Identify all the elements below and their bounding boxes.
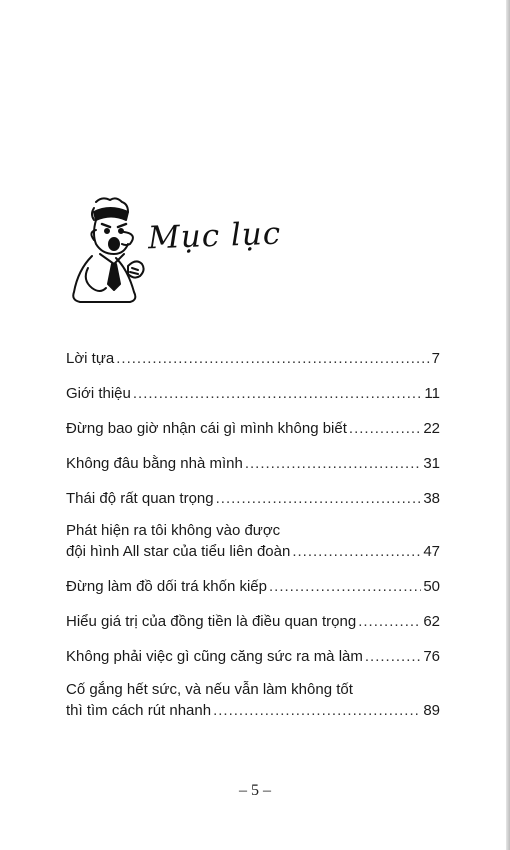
toc-entry-title: Đừng làm đồ dối trá khốn kiếp (66, 578, 267, 595)
toc-entry-title: Không đâu bằng nhà mình (66, 455, 243, 472)
toc-entry-title-line-2: thì tìm cách rút nhanh (66, 702, 212, 719)
page-number: – 5 – (239, 782, 271, 799)
dot-leader (245, 453, 421, 474)
toc-entry[interactable] (66, 520, 440, 562)
toc-entry[interactable] (66, 383, 440, 404)
toc-title: Mục lục (147, 215, 282, 257)
toc-entry[interactable] (66, 453, 440, 474)
toc-entry-title: Không phải việc gì cũng căng sức ra mà làm (66, 648, 363, 665)
toc-entry[interactable] (66, 679, 440, 721)
toc-entry-title-line-1: Cố gắng hết sức, và nếu vẫn làm không tốt (66, 681, 353, 698)
cartoon-man-shouting-icon (66, 194, 146, 306)
toc-entry[interactable] (66, 418, 440, 439)
toc-entry-title: Đừng bao giờ nhận cái gì mình không biết (66, 420, 347, 437)
toc-entry-page: 31 (423, 455, 440, 472)
dot-leader (116, 348, 429, 369)
toc-entry-page: 47 (423, 543, 440, 560)
toc-heading (66, 194, 306, 306)
toc-entry-title: Hiểu giá trị của đồng tiền là điều quan trọng (66, 613, 357, 630)
toc-entry-title: Lời tựa (66, 350, 115, 367)
toc-entry[interactable] (66, 646, 440, 667)
toc-entry[interactable] (66, 488, 440, 509)
toc-entry-title: Thái độ rất quan trọng (66, 490, 214, 507)
toc-entry-title-line-1: Phát hiện ra tôi không vào được (66, 522, 281, 539)
dot-leader (133, 383, 423, 404)
toc-entry-page: 22 (423, 420, 440, 437)
toc-entry-page: 38 (423, 490, 440, 507)
toc-entry-page: 7 (431, 350, 440, 367)
dot-leader (216, 488, 422, 509)
toc-entry[interactable] (66, 576, 440, 597)
dot-leader (269, 576, 421, 597)
toc-entry-title-line-2: đội hình All star của tiểu liên đoàn (66, 543, 291, 560)
book-spine-edge (506, 0, 510, 850)
toc-entry-title: Giới thiệu (66, 385, 131, 402)
toc-entry-page: 76 (423, 648, 440, 665)
toc-entry-page: 89 (423, 702, 440, 719)
toc-entry-page: 50 (423, 578, 440, 595)
dot-leader (365, 646, 421, 667)
toc-entry[interactable] (66, 611, 440, 632)
dot-leader (213, 700, 421, 721)
toc-entry[interactable] (66, 348, 440, 369)
toc-entry-page: 62 (423, 613, 440, 630)
dot-leader (358, 611, 421, 632)
toc-entry-page: 11 (424, 385, 440, 402)
dot-leader (292, 541, 421, 562)
dot-leader (349, 418, 421, 439)
